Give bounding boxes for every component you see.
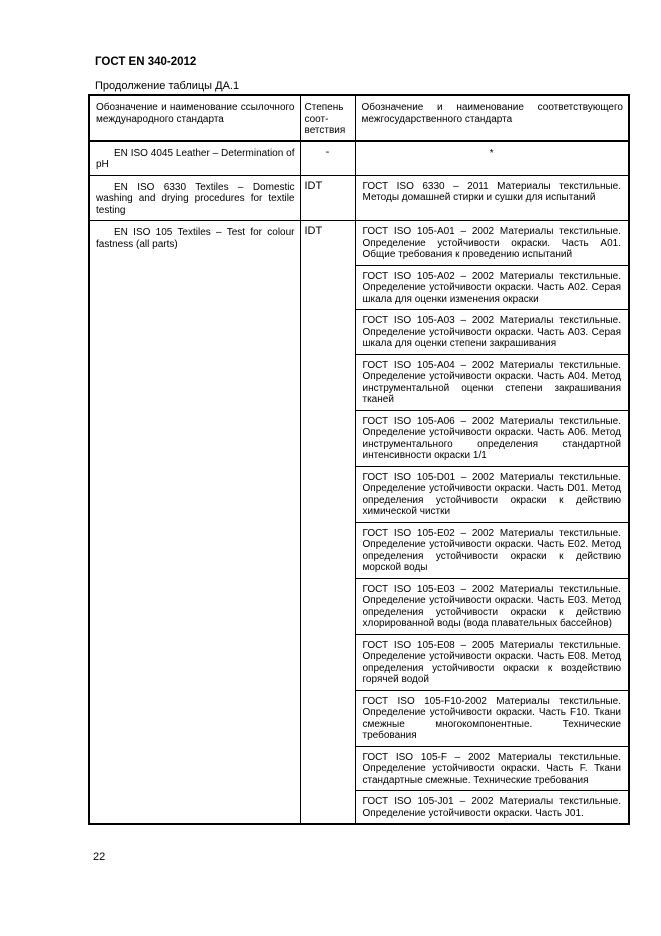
table-row <box>89 141 629 176</box>
column-header-interstate-standard: Обозначение и наименование соответствующего межгосударственного стандарта <box>355 95 629 141</box>
gost-entry: ГОСТ ISO 105-A04 – 2002 Материалы текстильные. Определение устойчивости окраски. Часть А04. Метод инструментальной оценки степени закрашивания тканей <box>356 354 629 410</box>
interstate-standard-cell <box>355 141 629 176</box>
degree-cell: - <box>300 141 355 176</box>
reference-standard-cell: EN ISO 105 Textiles – Test for colour fastness (all parts) <box>89 221 300 825</box>
table-row <box>89 175 629 221</box>
reference-standard-cell: EN ISO 4045 Leather – Determination of pH <box>89 141 300 176</box>
reference-standard-cell: EN ISO 6330 Textiles – Domestic washing and drying procedures for textile testing <box>89 175 300 221</box>
degree-cell: IDT <box>300 221 355 825</box>
table-row <box>89 221 629 825</box>
gost-entry: ГОСТ ISO 105-E02 – 2002 Материалы текстильные. Определение устойчивости окраски. Часть Е02. Метод определения устойчивости окраски к действию морской воды <box>356 522 629 578</box>
gost-entry: ГОСТ ISO 105-E08 – 2005 Материалы текстильные. Определение устойчивости окраски. Часть Е08. Метод определения устойчивости окраски к воздействию горячей водой <box>356 634 629 690</box>
gost-entry: ГОСТ ISO 105-D01 – 2002 Материалы текстильные. Определение устойчивости окраски. Часть D01. Метод определения устойчивости окраски к действию химической чистки <box>356 466 629 522</box>
interstate-standard-cell <box>355 221 629 825</box>
table-caption: Продолжение таблицы ДА.1 <box>95 80 240 92</box>
gost-entry: ГОСТ ISO 105-E03 – 2002 Материалы текстильные. Определение устойчивости окраски. Часть Е03. Метод определения устойчивости окраски к действию хлорированной воды (вода плавательных бассейнов) <box>356 578 629 634</box>
gost-entry: ГОСТ ISO 105-A03 – 2002 Материалы текстильные. Определение устойчивости окраски. Часть А03. Серая шкала для оценки степени закрашивания <box>356 309 629 354</box>
degree-cell: IDT <box>300 175 355 221</box>
gost-entry: ГОСТ ISO 105-F – 2002 Материалы текстильные. Определение устойчивости окраски. Часть F. Ткани стандартные смежные. Технические требования <box>356 746 629 791</box>
correspondence-table <box>88 94 630 825</box>
column-header-degree: Степень соот-ветствия <box>300 95 355 141</box>
gost-entry: ГОСТ ISO 105-F10-2002 Материалы текстильные. Определение устойчивости окраски. Часть F10. Ткани смежные многокомпонентные. Технические требования <box>356 690 629 746</box>
gost-entry: ГОСТ ISO 6330 – 2011 Материалы текстильные. Методы домашней стирки и сушки для испытаний <box>362 180 621 203</box>
document-code-header: ГОСТ EN 340-2012 <box>95 56 197 68</box>
gost-entry: * <box>489 147 494 159</box>
page-number: 22 <box>93 851 106 863</box>
gost-entry: ГОСТ ISO 105-A02 – 2002 Материалы текстильные. Определение устойчивости окраски. Часть А02. Серая шкала для оценки изменения окраски <box>356 265 629 310</box>
interstate-standard-cell <box>355 175 629 221</box>
column-header-reference-standard: Обозначение и наименование ссылочного международного стандарта <box>89 95 300 141</box>
gost-entry: ГОСТ ISO 105-A06 – 2002 Материалы текстильные. Определение устойчивости окраски. Часть А06. Метод инструментального определения стандартной интенсивности окраски 1/1 <box>356 410 629 466</box>
gost-entry: ГОСТ ISO 105-A01 – 2002 Материалы текстильные. Определение устойчивости окраски. Часть А01. Общие требования к проведению испытаний <box>362 226 621 260</box>
table-header-row <box>89 95 629 141</box>
gost-entry: ГОСТ ISO 105-J01 – 2002 Материалы текстильные. Определение устойчивости окраски. Часть J01. <box>356 790 629 823</box>
